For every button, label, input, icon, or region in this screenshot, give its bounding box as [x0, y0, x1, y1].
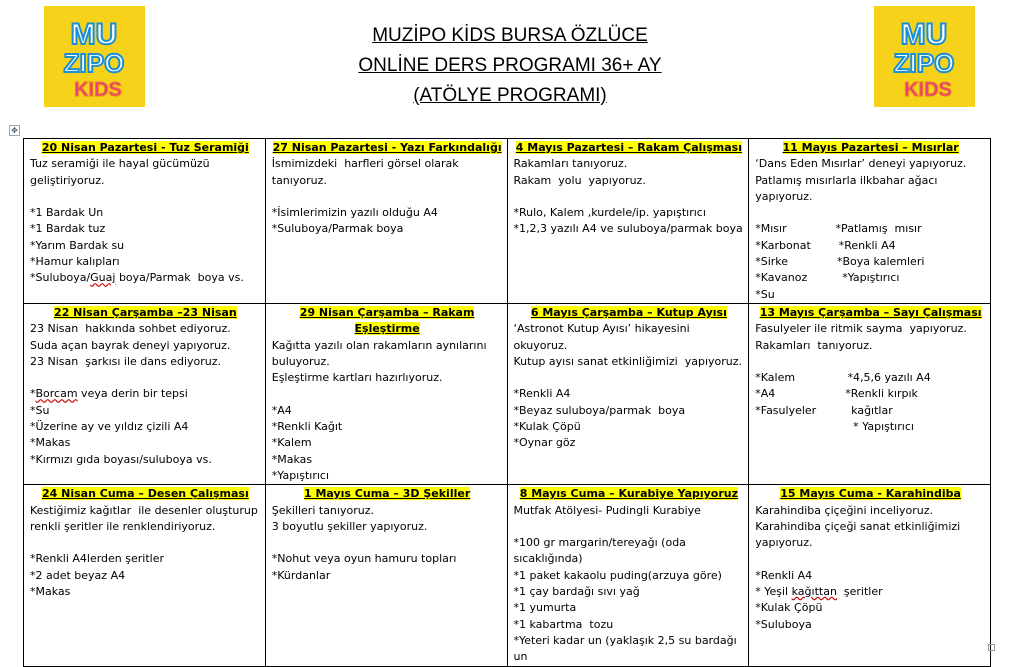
activity-title [514, 140, 745, 156]
activity-line: İsmimizdeki harfleri görsel olarak [271, 157, 459, 171]
activity-line: sıcaklığında) [513, 552, 583, 566]
schedule-cell [24, 303, 266, 484]
activity-title [30, 305, 261, 321]
activity-line [272, 535, 503, 551]
activity-line: *Fasulyeler kağıtlar [755, 403, 893, 417]
activity-line: Kutup ayısı sanat etkinliğimizi yapıyoruz. [513, 354, 743, 368]
activity-line: ‘Dans Eden Mısırlar’ deneyi yapıyoruz. [755, 157, 967, 171]
activity-line: *Suluboya/Guaj boya/Parmak boya vs. [30, 271, 244, 285]
activity-line: un [513, 650, 528, 664]
activity-line: Karahindiba çiçeği sanat etkinliğimizi [755, 519, 961, 533]
logo-text-2: ZIPO [893, 48, 955, 78]
schedule-table [23, 138, 991, 667]
schedule-cell [749, 485, 991, 666]
activity-line: *Yeteri kadar un (yaklaşık 2,5 su bardağı [513, 633, 737, 647]
activity-line [755, 205, 986, 221]
activity-line: *Kulak Çöpü [755, 601, 823, 615]
table-move-handle-icon[interactable]: ✥ [9, 125, 20, 136]
schedule-cell [265, 303, 507, 484]
activity-line: *Kalem [271, 436, 312, 450]
logo-text-1: MU [70, 18, 118, 51]
activity-line: *Hamur kalıpları [30, 255, 120, 269]
activity-line: ‘Astronot Kutup Ayısı’ hikayesini [513, 322, 690, 336]
activity-line: *1 Bardak tuz [30, 222, 106, 236]
schedule-cell [507, 303, 749, 484]
activity-line [514, 370, 745, 386]
activity-line: *Nohut veya oyun hamuru topları [271, 552, 457, 566]
logo-text-3: KIDS [904, 79, 952, 101]
activity-line: *Makas [30, 585, 71, 599]
activity-line [755, 354, 986, 370]
logo-text-1: MU [900, 18, 948, 51]
activity-line: Karahindiba çiçeğini inceliyoruz. [755, 503, 933, 517]
schedule-cell [749, 139, 991, 304]
activity-line: Patlamış mısırlarla ilkbahar ağacı [755, 173, 938, 187]
table-row [24, 139, 991, 304]
activity-line [30, 535, 261, 551]
activity-title [514, 486, 745, 502]
activity-line: *Üzerine ay ve yıldız çizili A4 [30, 420, 189, 434]
activity-title-text: 13 Mayıs Çarşamba – Sayı Çalışması [759, 305, 982, 319]
activity-line [272, 189, 503, 205]
activity-line: 23 Nisan hakkında sohbet ediyoruz. [30, 322, 231, 336]
activity-title [272, 140, 503, 156]
activity-line [30, 189, 261, 205]
activity-line: Rakam yolu yapıyoruz. [513, 173, 646, 187]
activity-title [30, 486, 261, 502]
activity-line: Tuz seramiği ile hayal gücümüzü [30, 157, 210, 171]
activity-line: *Kulak Çöpü [513, 420, 581, 434]
activity-line: Fasulyeler ile ritmik sayma yapıyoruz. [755, 322, 967, 336]
activity-line: *Mısır *Patlamış mısır [755, 222, 922, 236]
activity-line: *Kırmızı gıda boyası/suluboya vs. [30, 452, 212, 466]
activity-line: *100 gr margarin/tereyağı (oda [513, 536, 686, 550]
activity-line: yapıyoruz. [755, 189, 813, 203]
activity-title [755, 140, 986, 156]
activity-line: *Borcam veya derin bir tepsi [30, 387, 188, 401]
schedule-cell [507, 485, 749, 666]
muzipo-kids-logo-right [874, 6, 975, 107]
page-title: MUZİPO KİDS BURSA ÖZLÜCE [372, 25, 648, 46]
activity-line: Rakamları tanıyoruz. [755, 338, 873, 352]
activity-line: Şekilleri tanıyoruz. [271, 503, 374, 517]
activity-title [272, 486, 503, 502]
activity-title-text: 29 Nisan Çarşamba – Rakam Eşleştirme [299, 305, 475, 336]
activity-line: *Rulo, Kalem ,kurdele/ip. yapıştırıcı [513, 206, 706, 220]
activity-title-text: 6 Mayıs Çarşamba – Kutup Ayısı [530, 305, 727, 319]
activity-title-text: 20 Nisan Pazartesi - Tuz Seramiği [41, 141, 249, 154]
activity-line: *Makas [271, 452, 313, 466]
activity-title-text: 8 Mayıs Cuma – Kurabiye Yapıyoruz [519, 487, 739, 501]
page-subtitle: ONLİNE DERS PROGRAMI 36+ AY [358, 55, 662, 76]
activity-line: *2 adet beyaz A4 [30, 568, 126, 582]
activity-line [272, 386, 503, 402]
activity-line: Kestiğimiz kağıtlar ile desenler oluşturup [30, 503, 258, 517]
activity-line: *A4 *Renkli kırpık [755, 387, 918, 401]
activity-line: *Kürdanlar [271, 568, 331, 582]
table-row [24, 485, 991, 666]
activity-line: *Suluboya [755, 617, 812, 631]
schedule-cell [265, 139, 507, 304]
activity-line: Rakamları tanıyoruz. [513, 157, 628, 171]
activity-line: Eşleştirme kartları hazırlıyoruz. [271, 371, 443, 385]
activity-line [514, 519, 745, 535]
activity-line: *1,2,3 yazılı A4 ve suluboya/parmak boya [513, 222, 743, 236]
activity-line: *Renkli A4 [755, 568, 813, 582]
logo-graphic [874, 6, 975, 107]
activity-line: *1 kabartma tozu [513, 617, 614, 631]
activity-title-text: 11 Mayıs Pazartesi – Mısırlar [782, 141, 959, 154]
activity-line: *1 yumurta [513, 601, 577, 615]
schedule-cell [507, 139, 749, 304]
activity-title-text: 22 Nisan Çarşamba –23 Nisan [54, 305, 237, 319]
activity-line: yapıyoruz. [755, 536, 813, 550]
table-resize-handle[interactable] [988, 644, 995, 651]
logo-graphic [44, 6, 145, 107]
schedule-cell [265, 485, 507, 666]
activity-line: buluyoruz. [271, 354, 330, 368]
activity-line: okuyoruz. [513, 338, 568, 352]
schedule-cell [749, 303, 991, 484]
activity-title [514, 305, 745, 321]
page-subtitle-2: (ATÖLYE PROGRAMI) [413, 85, 607, 106]
activity-line: *Sirke *Boya kalemleri [755, 255, 925, 269]
activity-line: Mutfak Atölyesi- Pudingli Kurabiye [513, 503, 701, 517]
activity-line: renkli şeritler ile renklendiriyoruz. [30, 519, 216, 533]
table-row [24, 303, 991, 484]
activity-line: *Renkli Kağıt [271, 420, 343, 434]
schedule-cell [24, 139, 266, 304]
schedule-cell [24, 485, 266, 666]
activity-title-text: 24 Nisan Cuma – Desen Çalışması [42, 487, 249, 501]
activity-line: *Su [30, 403, 50, 417]
activity-title-text: 27 Nisan Pazartesi - Yazı Farkındalığı [272, 141, 502, 154]
activity-line [514, 189, 745, 205]
activity-line: 23 Nisan şarkısı ile dans ediyoruz. [30, 354, 222, 368]
activity-line: Kağıtta yazılı olan rakamların aynılarını [271, 338, 487, 352]
activity-line: *Karbonat *Renkli A4 [755, 238, 896, 252]
activity-line: Suda açan bayrak deneyi yapıyoruz. [30, 338, 231, 352]
activity-line: *Kavanoz *Yapıştırıcı [755, 271, 900, 285]
activity-line: geliştiriyoruz. [30, 173, 105, 187]
activity-line: *Makas [30, 436, 71, 450]
activity-line: tanıyoruz. [271, 173, 327, 187]
activity-title-text: 15 Mayıs Cuma - Karahindiba [780, 487, 961, 501]
activity-line: *Suluboya/Parmak boya [271, 222, 404, 236]
logo-text-3: KIDS [74, 79, 122, 101]
activity-line: *Su [755, 287, 775, 301]
activity-line: 3 boyutlu şekiller yapıyoruz. [271, 519, 428, 533]
activity-line: *Beyaz suluboya/parmak boya [513, 403, 686, 417]
activity-line: *Yarım Bardak su [30, 238, 125, 252]
logo-text-2: ZIPO [63, 48, 125, 78]
activity-line: *1 paket kakaolu puding(arzuya göre) [513, 568, 722, 582]
activity-title-text: 4 Mayıs Pazartesi – Rakam Çalışması [515, 141, 742, 154]
activity-line: *Oynar göz [513, 436, 576, 450]
activity-line [30, 370, 261, 386]
activity-line: *İsimlerimizin yazılı olduğu A4 [271, 206, 438, 220]
activity-line: *1 Bardak Un [30, 206, 104, 220]
activity-line: *1 çay bardağı sıvı yağ [513, 585, 640, 599]
activity-title [755, 486, 986, 502]
activity-line: * Yeşil kağıttan şeritler [755, 585, 883, 599]
activity-title-text: 1 Mayıs Cuma – 3D Şekiller [303, 487, 471, 501]
activity-title [755, 305, 986, 321]
muzipo-kids-logo-left [44, 6, 145, 107]
activity-line [755, 551, 986, 567]
activity-line: *Yapıştırıcı [271, 468, 330, 482]
activity-line: *Renkli A4 [513, 387, 571, 401]
activity-line: *A4 [271, 403, 292, 417]
activity-line: *Kalem *4,5,6 yazılı A4 [755, 371, 931, 385]
activity-line: * Yapıştırıcı [755, 420, 914, 434]
activity-title [30, 140, 261, 156]
activity-line: *Renkli A4lerden şeritler [30, 552, 164, 566]
activity-title [272, 305, 503, 338]
